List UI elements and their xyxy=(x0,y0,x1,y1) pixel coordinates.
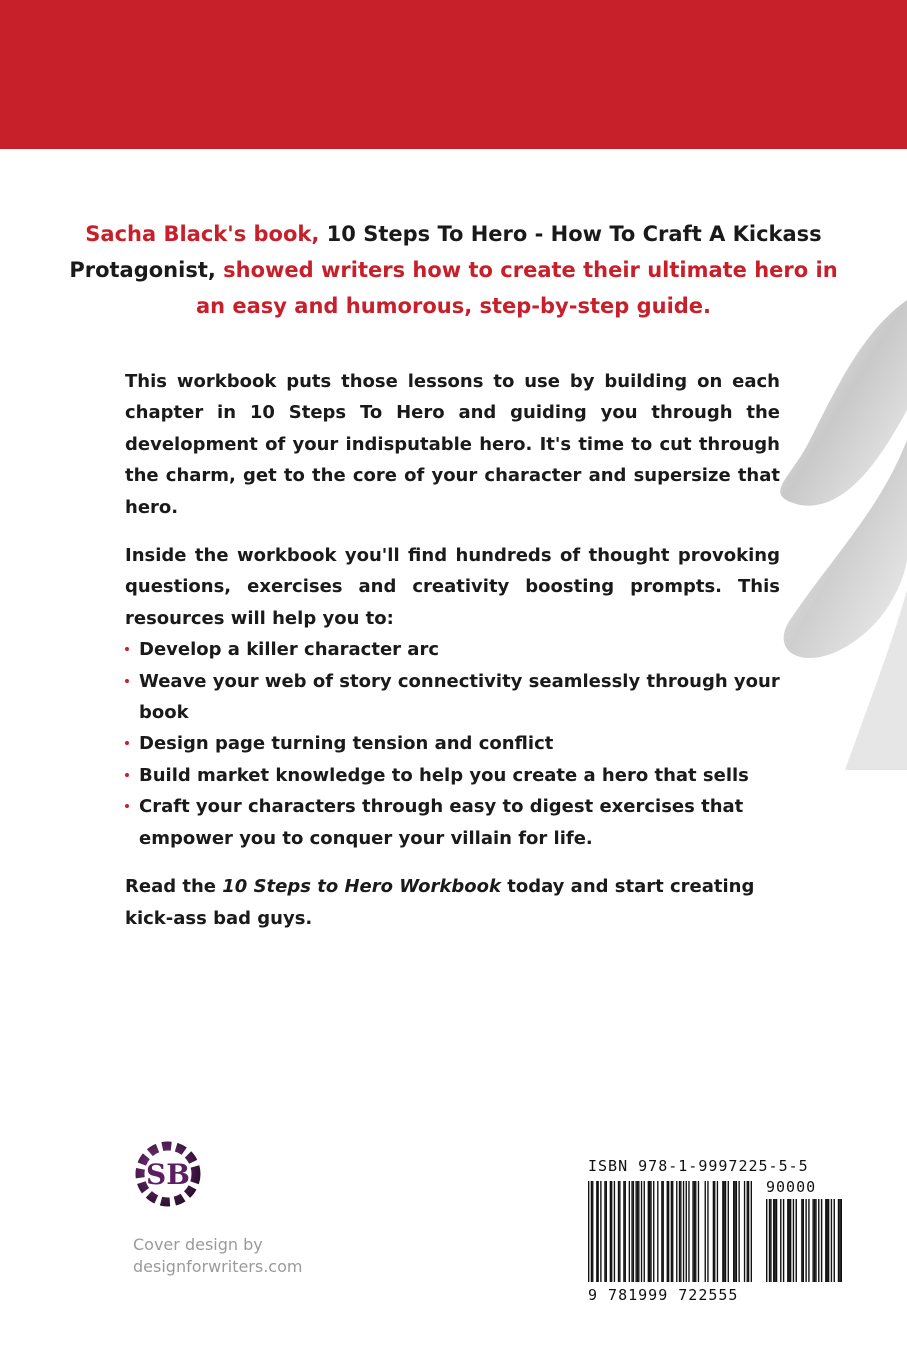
barcode-bar xyxy=(686,1181,687,1282)
barcode-bar xyxy=(812,1199,813,1282)
barcode-bar xyxy=(815,1199,816,1282)
barcode-bar xyxy=(748,1181,749,1282)
barcode-bar xyxy=(831,1199,832,1282)
barcode-bar xyxy=(668,1181,669,1282)
barcode-bar xyxy=(644,1181,645,1282)
intro-red-tail: showed writers how to create their ultimate hero in an easy and humorous, step-by-step guide. xyxy=(195,258,838,318)
barcode-bar xyxy=(744,1181,745,1282)
barcode-addon-number: 90000 xyxy=(766,1178,817,1196)
bullet-dot-icon xyxy=(125,804,129,808)
barcode-bar xyxy=(805,1199,806,1282)
cover-credit xyxy=(133,1234,353,1278)
barcode-bar xyxy=(714,1181,715,1282)
list-item: Craft your characters through easy to digest exercises that empower you to conquer your villain for life. xyxy=(125,791,780,854)
barcode-bar xyxy=(841,1199,842,1282)
intro-blurb xyxy=(60,216,847,324)
barcode-bar xyxy=(637,1181,638,1282)
barcode-bar xyxy=(725,1181,726,1282)
barcode-main-bars xyxy=(588,1181,752,1282)
barcode-bar xyxy=(769,1199,770,1282)
barcode-bar xyxy=(825,1199,826,1282)
barcode-bar xyxy=(783,1199,784,1282)
barcode-bar xyxy=(661,1181,662,1282)
benefit-list xyxy=(125,634,780,854)
paragraph-inside: Inside the workbook you'll find hundreds of thought provoking questions, exercises and creativity boosting prompts. This resources will help you to: xyxy=(125,545,780,629)
barcode-bar xyxy=(604,1181,605,1282)
barcode-bar xyxy=(588,1181,589,1282)
barcode-bar xyxy=(680,1181,681,1282)
barcode-bar xyxy=(592,1181,593,1282)
barcode-bar xyxy=(774,1199,775,1282)
description-body xyxy=(125,366,780,934)
barcode-bar xyxy=(625,1181,626,1282)
barcode-bar xyxy=(591,1181,592,1282)
isbn-barcode xyxy=(588,1157,844,1307)
list-item: Develop a killer character arc xyxy=(125,634,780,665)
barcode-bar xyxy=(657,1181,658,1282)
barcode-bar xyxy=(611,1181,612,1282)
barcode-bar xyxy=(722,1181,723,1282)
barcode-bar xyxy=(600,1181,601,1282)
barcode-bar xyxy=(728,1181,729,1282)
isbn-label: ISBN 978-1-9997225-5-5 xyxy=(588,1157,809,1175)
barcode-addon-bars xyxy=(766,1199,842,1282)
bullet-dot-icon xyxy=(125,773,129,777)
barcode-bar xyxy=(766,1199,767,1282)
barcode-bar xyxy=(821,1199,822,1282)
barcode-bar xyxy=(707,1181,708,1282)
barcode-bar xyxy=(683,1181,684,1282)
barcode-bar xyxy=(808,1199,809,1282)
barcode-bar xyxy=(796,1199,797,1282)
barcode-bar xyxy=(803,1199,804,1282)
barcode-bar xyxy=(676,1181,677,1282)
barcode-bar xyxy=(724,1181,725,1282)
list-item: Build market knowledge to help you create a hero that sells xyxy=(125,760,780,791)
barcode-bar xyxy=(631,1181,632,1282)
barcode-bar xyxy=(751,1181,752,1282)
barcode-bar xyxy=(629,1181,630,1282)
barcode-bar xyxy=(695,1181,696,1282)
barcode-bar xyxy=(663,1181,664,1282)
barcode-bar xyxy=(610,1181,611,1282)
barcode-bar xyxy=(814,1199,815,1282)
barcode-bar xyxy=(688,1181,689,1282)
barcode-bar xyxy=(770,1199,771,1282)
barcode-bar xyxy=(694,1181,695,1282)
barcode-bar xyxy=(733,1181,734,1282)
bullet-dot-icon xyxy=(125,741,129,745)
barcode-bar xyxy=(793,1199,794,1282)
barcode-bar xyxy=(638,1181,639,1282)
barcode-bar xyxy=(667,1181,668,1282)
credit-line-1: Cover design by xyxy=(133,1235,263,1254)
barcode-bar xyxy=(653,1181,654,1282)
barcode-main-number: 9 781999 722555 xyxy=(588,1286,739,1304)
barcode-bar xyxy=(738,1181,739,1282)
barcode-bar xyxy=(736,1181,737,1282)
barcode-bar xyxy=(773,1199,774,1282)
top-red-band xyxy=(0,0,907,149)
paragraph-workbook: This workbook puts those lessons to use by building on each chapter in 10 Steps To Hero and guiding you through the development of your indisputable hero. It's time to cut through the charm, get to the core of your character and supersize that hero. xyxy=(125,371,780,518)
barcode-bar xyxy=(623,1181,624,1282)
barcode-bar xyxy=(614,1181,615,1282)
list-item: Weave your web of story connectivity seamlessly through your book xyxy=(125,666,780,729)
barcode-bar xyxy=(635,1181,636,1282)
barcode-bar xyxy=(641,1181,642,1282)
barcode-bar xyxy=(717,1181,718,1282)
bullet-dot-icon xyxy=(125,647,129,651)
intro-red-lead: Sacha Black's book, xyxy=(85,222,320,246)
barcode-bar xyxy=(828,1199,829,1282)
barcode-bar xyxy=(790,1199,791,1282)
bullet-dot-icon xyxy=(125,679,129,683)
barcode-bar xyxy=(679,1181,680,1282)
barcode-bar xyxy=(671,1181,672,1282)
barcode-bar xyxy=(698,1181,699,1282)
publisher-logo xyxy=(130,1134,206,1210)
barcode-bar xyxy=(838,1199,839,1282)
barcode-bar xyxy=(780,1199,781,1282)
barcode-bar xyxy=(619,1181,620,1282)
list-item: Design page turning tension and conflict xyxy=(125,728,780,759)
barcode-bar xyxy=(633,1181,634,1282)
paragraph-closing: Read the 10 Steps to Hero Workbook today and start creating kick-ass bad guys. xyxy=(125,876,755,929)
barcode-bar xyxy=(597,1181,598,1282)
barcode-bar xyxy=(827,1199,828,1282)
barcode-bar xyxy=(650,1181,651,1282)
barcode-bar xyxy=(692,1181,693,1282)
barcode-bar xyxy=(596,1181,597,1282)
barcode-bar xyxy=(648,1181,649,1282)
workbook-title: 10 Steps to Hero Workbook xyxy=(222,876,501,898)
barcode-bar xyxy=(606,1181,607,1282)
barcode-bar xyxy=(672,1181,673,1282)
barcode-bar xyxy=(839,1199,840,1282)
logo-text: SB xyxy=(146,1158,190,1191)
barcode-bar xyxy=(818,1199,819,1282)
barcode-bar xyxy=(834,1199,835,1282)
barcode-bar xyxy=(787,1199,788,1282)
barcode-bar xyxy=(734,1181,735,1282)
barcode-bar xyxy=(747,1181,748,1282)
barcode-bar xyxy=(649,1181,650,1282)
credit-line-2: designforwriters.com xyxy=(133,1257,303,1276)
intro-book-title: 10 Steps To Hero - How To Craft A Kickass Protagonist, xyxy=(69,222,822,282)
barcode-bar xyxy=(705,1181,706,1282)
barcode-bar xyxy=(713,1181,714,1282)
barcode-bar xyxy=(789,1199,790,1282)
barcode-bar xyxy=(801,1199,802,1282)
barcode-bar xyxy=(618,1181,619,1282)
barcode-bar xyxy=(776,1199,777,1282)
